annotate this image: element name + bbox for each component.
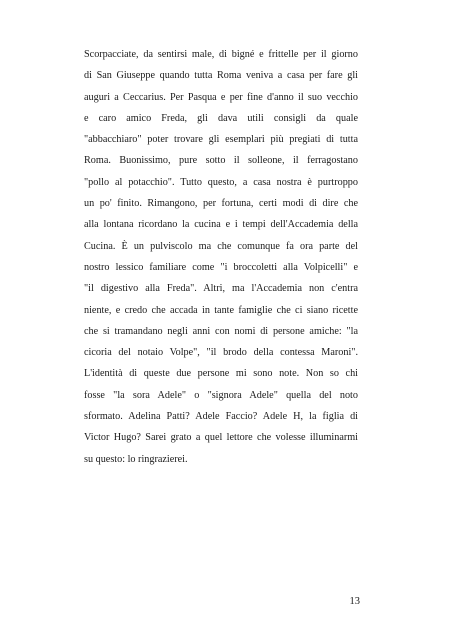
text-line: di San Giuseppe quando tutta Roma veniva a casa per fare gli bbox=[84, 70, 358, 82]
text-line: "abbacchiaro" poter trovare gli esemplari più pregiati di tutta bbox=[84, 134, 358, 146]
text-line: Scorpacciate, da sentirsi male, di bigné e frittelle per il giorno bbox=[84, 49, 358, 60]
page-number: 13 bbox=[349, 596, 360, 607]
text-line: Cucina. È un pulviscolo ma che comunque fa ora parte del bbox=[84, 240, 358, 252]
text-line: cicoria del notaio Volpe", "il brodo della contessa Maroni". bbox=[84, 347, 358, 359]
text-line: sformato. Adelina Patti? Adele Faccio? Adele H, la figlia di bbox=[84, 411, 358, 423]
text-line: Roma. Buonissimo, pure sotto il solleone, il ferragostano bbox=[84, 155, 358, 167]
text-line: auguri a Ceccarius. Per Pasqua e per fine d'anno il suo vecchio bbox=[84, 91, 358, 103]
text-line: che si tramandano negli anni con nomi di persone amiche: "la bbox=[84, 325, 358, 337]
text-line: un po' finito. Rimangono, per fortuna, certi modi di dire che bbox=[84, 198, 358, 210]
text-line: fosse "la sora Adele" o "signora Adele" quella del noto bbox=[84, 389, 358, 401]
text-line: "pollo al potacchio". Tutto questo, a casa nostra è purtroppo bbox=[84, 176, 358, 188]
text-line: nostro lessico familiare come "i broccoletti alla Volpicelli" e bbox=[84, 261, 358, 273]
text-line: Victor Hugo? Sarei grato a quel lettore che volesse illuminarmi bbox=[84, 432, 358, 444]
text-line: L'identità di queste due persone mi sono note. Non so chi bbox=[84, 368, 358, 380]
text-line: "il digestivo alla Freda". Altri, ma l'Accademia non c'entra bbox=[84, 283, 358, 295]
text-line: e caro amico Freda, gli dava utili consigli da quale bbox=[84, 112, 358, 124]
text-line: alla lontana ricordano la cucina e i tempi dell'Accademia della bbox=[84, 219, 358, 231]
body-paragraph bbox=[84, 44, 358, 470]
text-line: niente, e credo che accada in tante famiglie che ci siano ricette bbox=[84, 304, 358, 316]
text-line: su questo: lo ringrazierei. bbox=[84, 453, 188, 465]
